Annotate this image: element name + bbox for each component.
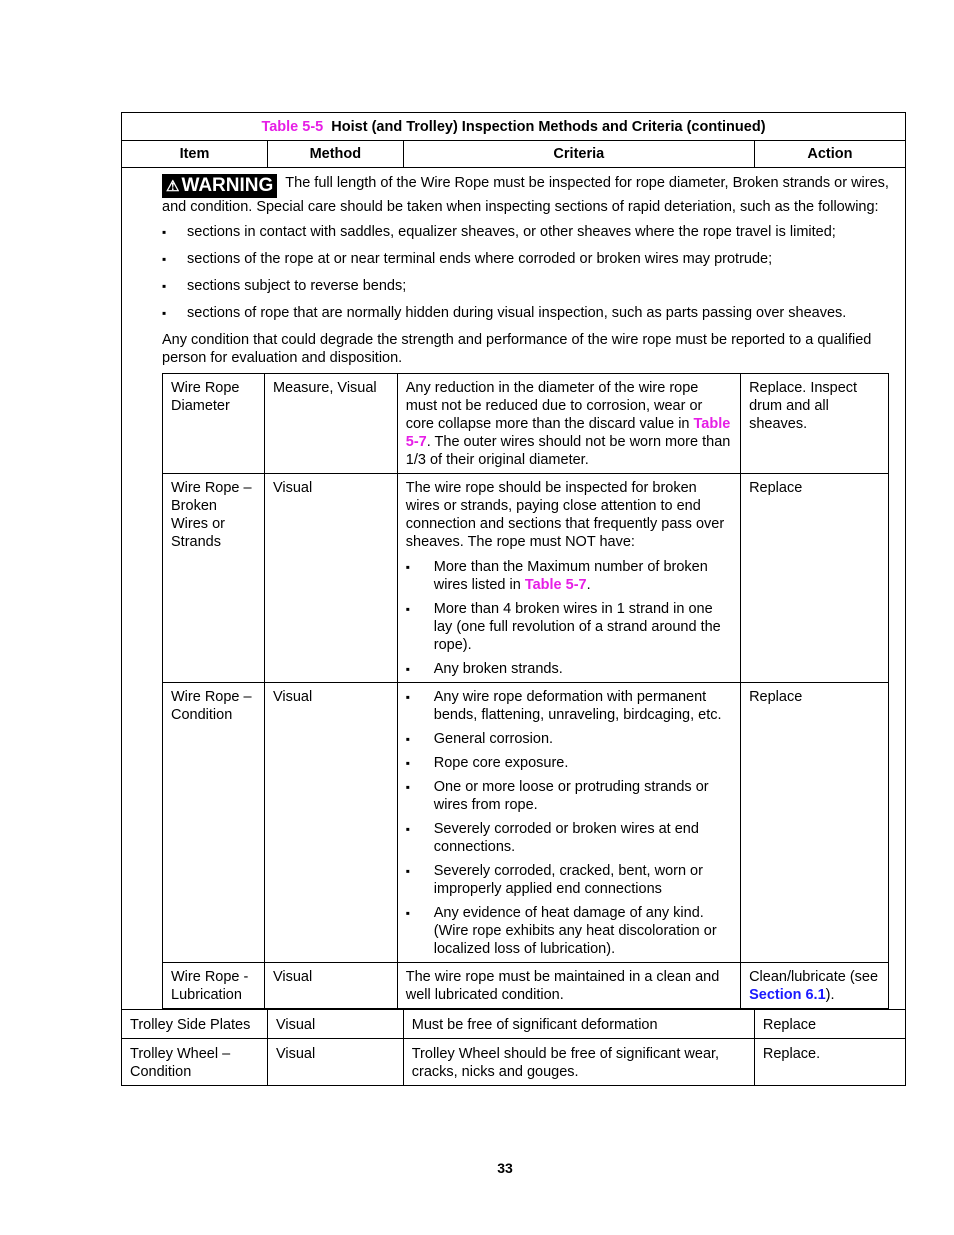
wire-rope-section bbox=[122, 168, 906, 1010]
action-cell: Replace. Inspect drum and all sheaves. bbox=[741, 374, 889, 474]
list-item: ▪ sections subject to reverse bends; bbox=[162, 277, 889, 295]
action-cell: Replace bbox=[741, 474, 889, 683]
table-5-7-link[interactable]: Table 5-7 bbox=[524, 577, 587, 593]
list-item bbox=[406, 558, 732, 594]
warning-paragraph bbox=[162, 174, 889, 216]
table-row bbox=[122, 1010, 906, 1039]
warning-bullet-list bbox=[162, 223, 889, 322]
page-number: 33 bbox=[497, 1160, 513, 1176]
table-ref-link[interactable]: Table 5-5 bbox=[261, 118, 324, 135]
warning-badge bbox=[162, 174, 277, 198]
wire-rope-table bbox=[162, 373, 889, 1009]
table-row bbox=[163, 374, 889, 474]
header-method: Method bbox=[267, 141, 403, 168]
item-cell: Wire Rope – Broken Wires or Strands bbox=[163, 474, 265, 683]
criteria-text: . The outer wires should not be worn more than 1/3 of their original diameter. bbox=[405, 434, 731, 468]
item-cell: Wire Rope Diameter bbox=[163, 374, 265, 474]
table-row bbox=[163, 683, 889, 963]
list-item: ▪ sections of rope that are normally hidden during visual inspection, such as parts passing over sheaves. bbox=[162, 304, 889, 322]
item-cell: Trolley Side Plates bbox=[122, 1010, 268, 1039]
criteria-cell: The wire rope must be maintained in a clean and well lubricated condition. bbox=[397, 963, 740, 1009]
list-item: ▪ Any wire rope deformation with permanent bends, flattening, unraveling, birdcaging, etc. bbox=[406, 688, 732, 724]
list-item: ▪ Severely corroded, cracked, bent, worn or improperly applied end connections bbox=[406, 862, 732, 898]
criteria-cell bbox=[397, 474, 740, 683]
warning-text: The full length of the Wire Rope must be inspected for rope diameter, Broken strands or wires, and condition. Special care should be taken when inspecting sections of rapid deteriation, such as the following: bbox=[162, 175, 889, 215]
table-row bbox=[163, 474, 889, 683]
list-item: ▪ Severely corroded or broken wires at end connections. bbox=[406, 820, 732, 856]
criteria-cell: Trolley Wheel should be free of significant wear, cracks, nicks and gouges. bbox=[403, 1039, 754, 1086]
list-item: ▪ sections of the rope at or near terminal ends where corroded or broken wires may protrude; bbox=[162, 250, 889, 268]
list-item: ▪ One or more loose or protruding strands or wires from rope. bbox=[406, 778, 732, 814]
item-cell: Trolley Wheel – Condition bbox=[122, 1039, 268, 1086]
header-action: Action bbox=[754, 141, 905, 168]
list-item-text: . bbox=[586, 577, 591, 593]
table-5-7-link[interactable]: Table 5-7 bbox=[405, 416, 731, 450]
item-cell: Wire Rope – Condition bbox=[163, 683, 265, 963]
action-text: Clean/lubricate (see bbox=[749, 969, 879, 985]
method-cell: Visual bbox=[264, 683, 397, 963]
criteria-list bbox=[406, 688, 732, 958]
method-cell: Measure, Visual bbox=[264, 374, 397, 474]
table-title-text: Hoist (and Trolley) Inspection Methods and Criteria (continued) bbox=[331, 118, 766, 135]
table-title bbox=[122, 113, 906, 141]
warning-closing: Any condition that could degrade the strength and performance of the wire rope must be reported to a qualified person for evaluation and disposition. bbox=[162, 332, 872, 366]
method-cell: Visual bbox=[267, 1039, 403, 1086]
method-cell: Visual bbox=[264, 474, 397, 683]
action-text: ). bbox=[825, 987, 835, 1003]
action-cell: Replace. bbox=[754, 1039, 905, 1086]
list-item: ▪ General corrosion. bbox=[406, 730, 732, 748]
list-item: ▪ More than 4 broken wires in 1 strand in one lay (one full revolution of a strand around the rope). bbox=[406, 600, 732, 654]
criteria-intro: The wire rope should be inspected for broken wires or strands, paying close attention to end connection and sections that frequently pass over sheaves. The rope must NOT have: bbox=[405, 480, 725, 550]
header-item: Item bbox=[122, 141, 268, 168]
item-cell: Wire Rope - Lubrication bbox=[163, 963, 265, 1009]
warning-triangle-icon: ⚠ bbox=[166, 178, 180, 195]
method-cell: Visual bbox=[267, 1010, 403, 1039]
list-item: ▪ Any broken strands. bbox=[406, 660, 732, 678]
list-item: ▪ sections in contact with saddles, equalizer sheaves, or other sheaves where the rope travel is limited; bbox=[162, 223, 889, 241]
inspection-table bbox=[121, 112, 906, 1086]
action-cell bbox=[741, 963, 889, 1009]
action-cell: Replace bbox=[741, 683, 889, 963]
criteria-cell bbox=[397, 374, 740, 474]
section-6-1-link[interactable]: Section 6.1 bbox=[749, 987, 826, 1003]
criteria-cell bbox=[397, 683, 740, 963]
criteria-cell: Must be free of significant deformation bbox=[403, 1010, 754, 1039]
list-item-text: More than the Maximum number of broken wires listed in bbox=[433, 559, 708, 593]
criteria-list bbox=[406, 558, 732, 678]
table-row bbox=[163, 963, 889, 1009]
method-cell: Visual bbox=[264, 963, 397, 1009]
warning-badge-label: WARNING bbox=[181, 175, 274, 196]
criteria-text: Any reduction in the diameter of the wire rope must not be reduced due to corrosion, wear or core collapse more than the discard value in bbox=[405, 380, 703, 432]
action-cell: Replace bbox=[754, 1010, 905, 1039]
table-row bbox=[122, 1039, 906, 1086]
header-criteria: Criteria bbox=[403, 141, 754, 168]
list-item: ▪ Rope core exposure. bbox=[406, 754, 732, 772]
list-item: ▪ Any evidence of heat damage of any kind. (Wire rope exhibits any heat discoloration or localized loss of lubrication). bbox=[406, 904, 732, 958]
